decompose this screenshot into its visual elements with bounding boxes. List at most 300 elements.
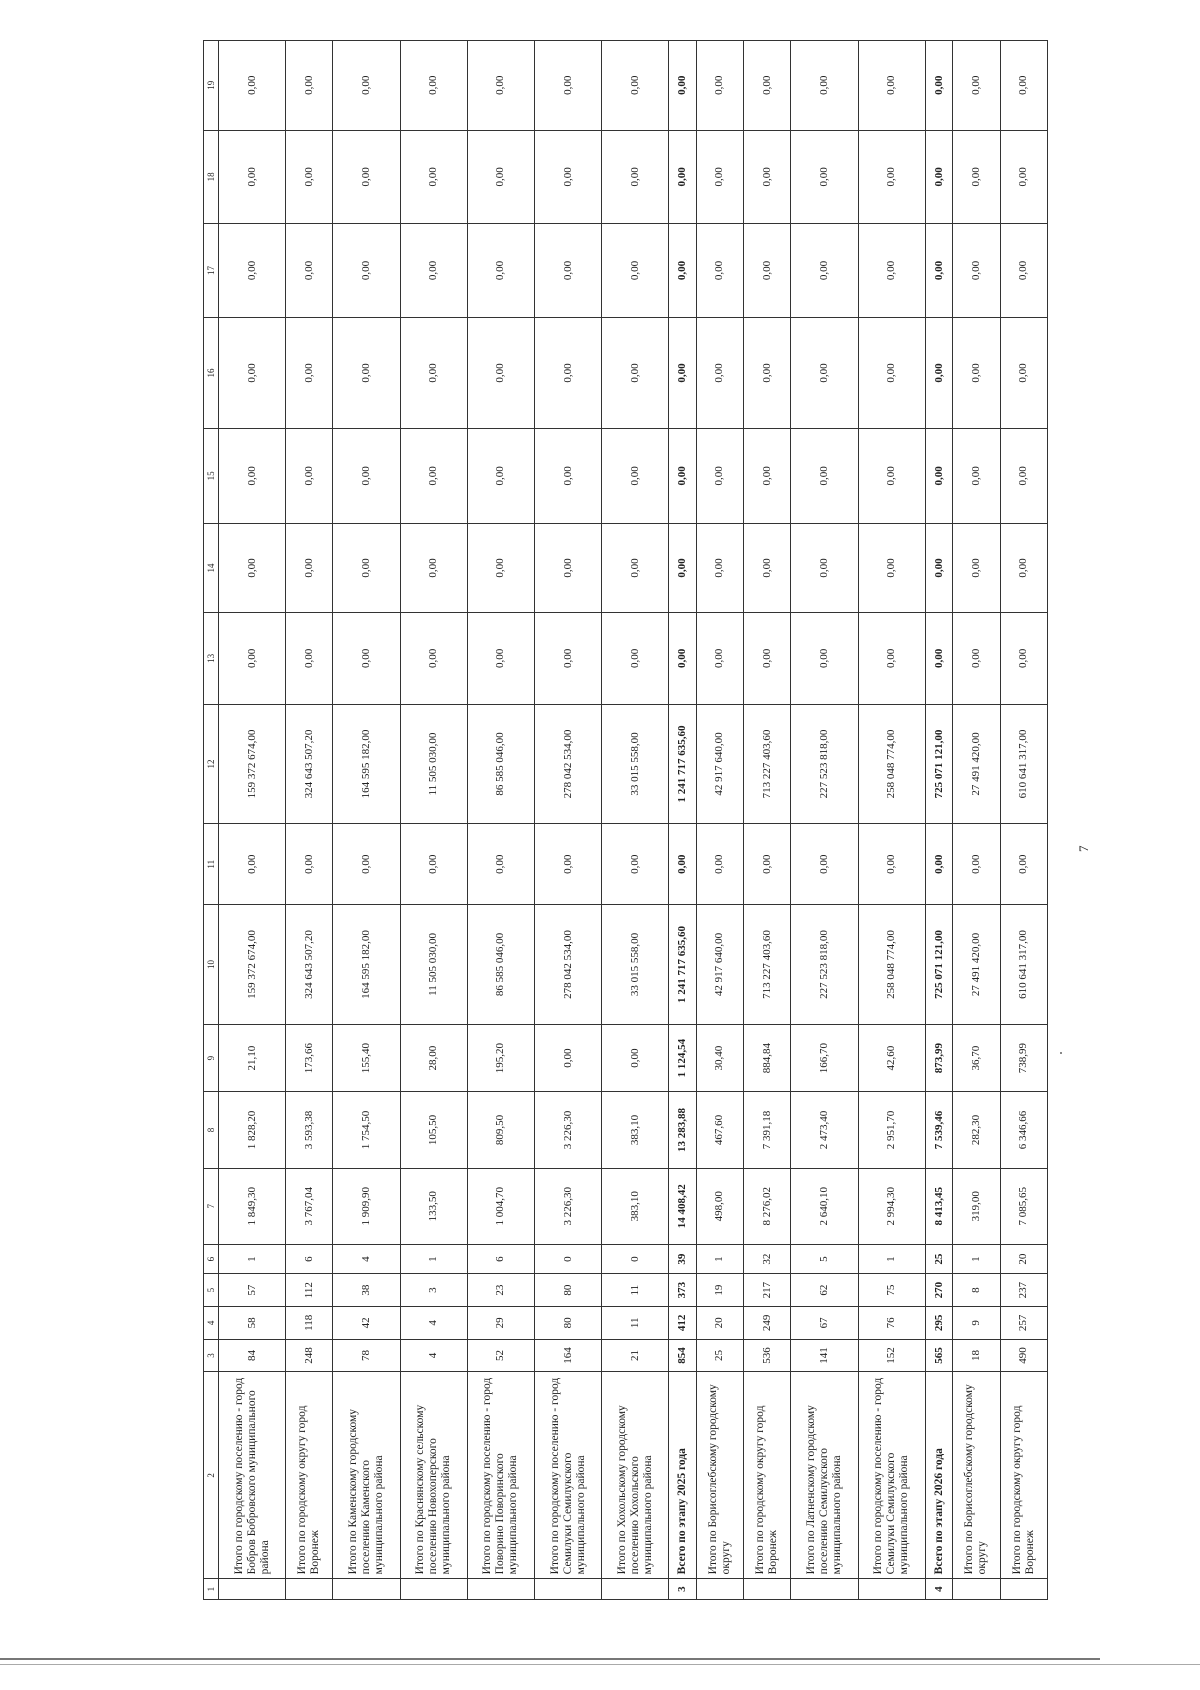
value-cell: 0,00 [858,130,925,224]
column-number-cell: 16 [204,317,219,428]
value-cell: 33 015 558,00 [602,905,669,1025]
value-cell: 0,00 [791,523,858,612]
row-name-cell: Всего по этапу 2025 года [669,1372,696,1579]
row-number-cell [400,1579,467,1600]
value-cell: 0,00 [696,613,743,705]
value-cell: 738,99 [1000,1024,1047,1092]
table-row [535,41,602,1600]
value-cell: 1 909,90 [333,1168,400,1244]
value-cell: 67 [791,1306,858,1339]
value-cell: 0,00 [467,130,534,224]
value-cell: 118 [286,1306,333,1339]
value-cell: 0,00 [669,613,696,705]
value-cell: 0,00 [744,41,791,131]
table-total-row [925,41,952,1600]
value-cell: 0,00 [286,613,333,705]
value-cell: 38 [333,1274,400,1307]
value-cell: 0,00 [535,224,602,318]
value-cell: 0,00 [535,824,602,905]
value-cell: 14 408,42 [669,1168,696,1244]
value-cell: 0,00 [791,224,858,318]
value-cell: 3 767,04 [286,1168,333,1244]
value-cell: 0,00 [669,429,696,524]
value-cell: 0,00 [953,824,1000,905]
value-cell: 0,00 [400,317,467,428]
value-cell: 0,00 [602,1024,669,1092]
row-number-cell [333,1579,400,1600]
value-cell: 23 [467,1274,534,1307]
value-cell: 6 [286,1244,333,1273]
value-cell: 0,00 [400,523,467,612]
value-cell: 141 [791,1339,858,1372]
value-cell: 373 [669,1274,696,1307]
row-name-cell: Итого по Борисоглебскому городскому округу [953,1372,1000,1579]
value-cell: 0,00 [219,824,286,905]
value-cell: 8 276,02 [744,1168,791,1244]
row-number-cell [696,1579,743,1600]
value-cell: 0,00 [219,429,286,524]
value-cell: 27 491 420,00 [953,704,1000,824]
value-cell: 0,00 [333,523,400,612]
value-cell: 0,00 [925,523,952,612]
value-cell: 383,10 [602,1092,669,1168]
value-cell: 29 [467,1306,534,1339]
value-cell: 2 473,40 [791,1092,858,1168]
value-cell: 0,00 [286,523,333,612]
value-cell: 18 [953,1339,1000,1372]
value-cell: 1 241 717 635,60 [669,905,696,1025]
value-cell: 0,00 [791,613,858,705]
value-cell: 0,00 [602,41,669,131]
value-cell: 0,00 [467,523,534,612]
value-cell: 536 [744,1339,791,1372]
value-cell: 713 227 403,60 [744,704,791,824]
column-number-cell: 12 [204,704,219,824]
value-cell: 0,00 [669,523,696,612]
value-cell: 0,00 [669,317,696,428]
value-cell: 217 [744,1274,791,1307]
value-cell: 1 124,54 [669,1024,696,1092]
value-cell: 0,00 [925,613,952,705]
value-cell: 166,70 [791,1024,858,1092]
value-cell: 75 [858,1274,925,1307]
value-cell: 0,00 [535,1024,602,1092]
value-cell: 258 048 774,00 [858,704,925,824]
column-number-cell: 19 [204,41,219,131]
value-cell: 0,00 [858,224,925,318]
row-name-cell: Итого по городскому поселению - город Бобров Бобровского муниципального района [219,1372,286,1579]
value-cell: 0,00 [1000,824,1047,905]
value-cell: 319,00 [953,1168,1000,1244]
value-cell: 0 [602,1244,669,1273]
value-cell: 0,00 [953,523,1000,612]
row-name-cell: Итого по Каменскому городскому поселению Каменского муниципального района [333,1372,400,1579]
row-number-cell [858,1579,925,1600]
value-cell: 6 [467,1244,534,1273]
row-name-cell: Итого по Борисоглебскому городскому округу [696,1372,743,1579]
value-cell: 490 [1000,1339,1047,1372]
row-number-cell [286,1579,333,1600]
value-cell: 0,00 [858,317,925,428]
value-cell: 0,00 [333,613,400,705]
value-cell: 11 505 030,00 [400,905,467,1025]
value-cell: 0,00 [219,613,286,705]
value-cell: 725 071 121,00 [925,704,952,824]
value-cell: 0,00 [744,317,791,428]
value-cell: 13 283,88 [669,1092,696,1168]
value-cell: 0,00 [791,317,858,428]
column-number-cell: 4 [204,1306,219,1339]
value-cell: 0,00 [744,613,791,705]
value-cell: 0,00 [219,130,286,224]
scan-speck [1060,1052,1062,1054]
value-cell: 0,00 [744,523,791,612]
value-cell: 57 [219,1274,286,1307]
value-cell: 1 [696,1244,743,1273]
value-cell: 0,00 [535,613,602,705]
value-cell: 80 [535,1274,602,1307]
value-cell: 7 391,18 [744,1092,791,1168]
value-cell: 0,00 [1000,317,1047,428]
value-cell: 0,00 [535,429,602,524]
value-cell: 258 048 774,00 [858,905,925,1025]
value-cell: 0,00 [669,224,696,318]
value-cell: 0,00 [467,613,534,705]
value-cell: 295 [925,1306,952,1339]
value-cell: 42,60 [858,1024,925,1092]
value-cell: 0,00 [858,613,925,705]
value-cell: 0,00 [925,41,952,131]
value-cell: 1 [400,1244,467,1273]
scan-edge-line [0,1658,1100,1660]
column-number-cell: 10 [204,905,219,1025]
row-number-cell [535,1579,602,1600]
value-cell: 725 071 121,00 [925,905,952,1025]
value-cell: 0,00 [219,41,286,131]
value-cell: 0,00 [1000,613,1047,705]
value-cell: 565 [925,1339,952,1372]
value-cell: 0,00 [219,523,286,612]
value-cell: 6 346,66 [1000,1092,1047,1168]
value-cell: 0,00 [696,429,743,524]
value-cell: 1 004,70 [467,1168,534,1244]
value-cell: 21,10 [219,1024,286,1092]
value-cell: 227 523 818,00 [791,704,858,824]
value-cell: 0,00 [744,130,791,224]
column-number-cell: 18 [204,130,219,224]
value-cell: 248 [286,1339,333,1372]
value-cell: 0,00 [858,523,925,612]
value-cell: 0,00 [467,317,534,428]
value-cell: 0,00 [744,224,791,318]
table-row [602,41,669,1600]
table-total-row [669,41,696,1600]
value-cell: 0,00 [602,130,669,224]
column-number-cell: 9 [204,1024,219,1092]
value-cell: 0,00 [602,824,669,905]
row-name-cell: Итого по Краснянскому сельскому поселению Новохоперского муниципального района [400,1372,467,1579]
value-cell: 0,00 [400,429,467,524]
column-number-cell: 7 [204,1168,219,1244]
value-cell: 3 226,30 [535,1092,602,1168]
value-cell: 249 [744,1306,791,1339]
row-name-cell: Итого по Латненскому городскому поселению Семилукского муниципального района [791,1372,858,1579]
value-cell: 498,00 [696,1168,743,1244]
value-cell: 282,30 [953,1092,1000,1168]
value-cell: 0,00 [925,130,952,224]
value-cell: 0,00 [1000,41,1047,131]
value-cell: 0,00 [535,130,602,224]
data-table [203,40,1048,1600]
value-cell: 0,00 [791,429,858,524]
value-cell: 0,00 [791,130,858,224]
value-cell: 0,00 [925,224,952,318]
value-cell: 36,70 [953,1024,1000,1092]
value-cell: 42 917 640,00 [696,905,743,1025]
table-row [467,41,534,1600]
value-cell: 383,10 [602,1168,669,1244]
row-number-cell [467,1579,534,1600]
row-number-cell [602,1579,669,1600]
value-cell: 2 994,30 [858,1168,925,1244]
value-cell: 28,00 [400,1024,467,1092]
column-number-row [204,41,219,1600]
table-row [791,41,858,1600]
value-cell: 159 372 674,00 [219,905,286,1025]
value-cell: 0,00 [333,429,400,524]
value-cell: 4 [333,1244,400,1273]
row-number-cell [219,1579,286,1600]
value-cell: 278 042 534,00 [535,905,602,1025]
value-cell: 78 [333,1339,400,1372]
row-name-cell: Итого по городскому округу город Воронеж [286,1372,333,1579]
table-row [400,41,467,1600]
value-cell: 0,00 [744,824,791,905]
value-cell: 7 539,46 [925,1092,952,1168]
value-cell: 324 643 507,20 [286,704,333,824]
value-cell: 0,00 [333,824,400,905]
value-cell: 0,00 [696,824,743,905]
value-cell: 164 [535,1339,602,1372]
value-cell: 0,00 [602,224,669,318]
value-cell: 0,00 [791,41,858,131]
value-cell: 3 593,38 [286,1092,333,1168]
value-cell: 39 [669,1244,696,1273]
value-cell: 0,00 [858,429,925,524]
row-name-cell: Всего по этапу 2026 года [925,1372,952,1579]
table-row [286,41,333,1600]
value-cell: 0,00 [791,824,858,905]
value-cell: 0,00 [286,224,333,318]
value-cell: 0,00 [535,317,602,428]
value-cell: 0,00 [400,224,467,318]
value-cell: 0,00 [602,429,669,524]
value-cell: 0,00 [858,41,925,131]
value-cell: 8 [953,1274,1000,1307]
value-cell: 873,99 [925,1024,952,1092]
table-row [219,41,286,1600]
value-cell: 164 595 182,00 [333,704,400,824]
value-cell: 2 951,70 [858,1092,925,1168]
value-cell: 0,00 [535,41,602,131]
value-cell: 152 [858,1339,925,1372]
value-cell: 0,00 [467,224,534,318]
column-number-cell: 8 [204,1092,219,1168]
value-cell: 0,00 [333,41,400,131]
value-cell: 0,00 [696,130,743,224]
value-cell: 0,00 [925,824,952,905]
value-cell: 0,00 [1000,224,1047,318]
table-row [858,41,925,1600]
value-cell: 0,00 [400,130,467,224]
value-cell: 0,00 [467,824,534,905]
value-cell: 7 085,65 [1000,1168,1047,1244]
value-cell: 1 [219,1244,286,1273]
value-cell: 20 [696,1306,743,1339]
value-cell: 278 042 534,00 [535,704,602,824]
row-number-cell: 4 [925,1579,952,1600]
value-cell: 11 [602,1274,669,1307]
value-cell: 0,00 [400,41,467,131]
value-cell: 467,60 [696,1092,743,1168]
value-cell: 0,00 [925,317,952,428]
value-cell: 270 [925,1274,952,1307]
value-cell: 32 [744,1244,791,1273]
column-number-cell: 6 [204,1244,219,1273]
value-cell: 3 [400,1274,467,1307]
value-cell: 0,00 [696,224,743,318]
value-cell: 133,50 [400,1168,467,1244]
column-number-cell: 2 [204,1372,219,1579]
value-cell: 0,00 [953,317,1000,428]
value-cell: 0,00 [858,824,925,905]
value-cell: 159 372 674,00 [219,704,286,824]
value-cell: 86 585 046,00 [467,704,534,824]
value-cell: 164 595 182,00 [333,905,400,1025]
value-cell: 0,00 [953,130,1000,224]
row-number-cell [1000,1579,1047,1600]
scan-edge-line-2 [0,1664,1200,1665]
value-cell: 62 [791,1274,858,1307]
row-number-cell [744,1579,791,1600]
value-cell: 0,00 [925,429,952,524]
value-cell: 0,00 [333,317,400,428]
value-cell: 610 641 317,00 [1000,704,1047,824]
value-cell: 0,00 [696,41,743,131]
value-cell: 42 [333,1306,400,1339]
value-cell: 84 [219,1339,286,1372]
value-cell: 8 413,45 [925,1168,952,1244]
value-cell: 0,00 [953,224,1000,318]
value-cell: 0,00 [286,317,333,428]
value-cell: 1 241 717 635,60 [669,704,696,824]
row-name-cell: Итого по городскому округу город Воронеж [1000,1372,1047,1579]
row-name-cell: Итого по городскому округу город Воронеж [744,1372,791,1579]
value-cell: 25 [696,1339,743,1372]
value-cell: 0,00 [602,613,669,705]
value-cell: 0,00 [602,523,669,612]
value-cell: 11 [602,1306,669,1339]
value-cell: 0,00 [953,429,1000,524]
value-cell: 11 505 030,00 [400,704,467,824]
row-name-cell: Итого по городскому поселению - город Семилуки Семилукского муниципального района [535,1372,602,1579]
value-cell: 0,00 [669,824,696,905]
value-cell: 112 [286,1274,333,1307]
value-cell: 105,50 [400,1092,467,1168]
value-cell: 27 491 420,00 [953,905,1000,1025]
row-number-cell [791,1579,858,1600]
row-name-cell: Итого по городскому поселению - город Семилуки Семилукского муниципального района [858,1372,925,1579]
value-cell: 20 [1000,1244,1047,1273]
value-cell: 155,40 [333,1024,400,1092]
value-cell: 324 643 507,20 [286,905,333,1025]
value-cell: 0,00 [286,824,333,905]
column-number-cell: 14 [204,523,219,612]
value-cell: 1 828,20 [219,1092,286,1168]
column-number-cell: 5 [204,1274,219,1307]
table-row [696,41,743,1600]
value-cell: 0,00 [1000,523,1047,612]
value-cell: 21 [602,1339,669,1372]
value-cell: 0,00 [400,824,467,905]
value-cell: 0,00 [286,41,333,131]
value-cell: 854 [669,1339,696,1372]
value-cell: 0,00 [696,317,743,428]
value-cell: 0,00 [286,130,333,224]
value-cell: 58 [219,1306,286,1339]
value-cell: 884,84 [744,1024,791,1092]
value-cell: 610 641 317,00 [1000,905,1047,1025]
value-cell: 1 [953,1244,1000,1273]
value-cell: 0,00 [467,429,534,524]
row-number-cell [953,1579,1000,1600]
value-cell: 1 754,50 [333,1092,400,1168]
row-name-cell: Итого по городскому поселению - город Поворино Поворинского муниципального района [467,1372,534,1579]
value-cell: 713 227 403,60 [744,905,791,1025]
value-cell: 1 [858,1244,925,1273]
value-cell: 0,00 [1000,429,1047,524]
column-number-cell: 17 [204,224,219,318]
value-cell: 0,00 [696,523,743,612]
value-cell: 0,00 [400,613,467,705]
value-cell: 0 [535,1244,602,1273]
value-cell: 1 849,30 [219,1168,286,1244]
page-number: 7 [1076,845,1091,852]
value-cell: 809,50 [467,1092,534,1168]
value-cell: 0,00 [219,224,286,318]
value-cell: 237 [1000,1274,1047,1307]
value-cell: 52 [467,1339,534,1372]
column-number-cell: 3 [204,1339,219,1372]
value-cell: 4 [400,1339,467,1372]
value-cell: 0,00 [953,613,1000,705]
value-cell: 0,00 [602,317,669,428]
value-cell: 86 585 046,00 [467,905,534,1025]
table-row [1000,41,1047,1600]
value-cell: 0,00 [286,429,333,524]
value-cell: 33 015 558,00 [602,704,669,824]
value-cell: 9 [953,1306,1000,1339]
value-cell: 173,66 [286,1024,333,1092]
value-cell: 257 [1000,1306,1047,1339]
value-cell: 4 [400,1306,467,1339]
value-cell: 227 523 818,00 [791,905,858,1025]
value-cell: 2 640,10 [791,1168,858,1244]
value-cell: 0,00 [669,41,696,131]
column-number-cell: 15 [204,429,219,524]
value-cell: 0,00 [535,523,602,612]
table-row [744,41,791,1600]
